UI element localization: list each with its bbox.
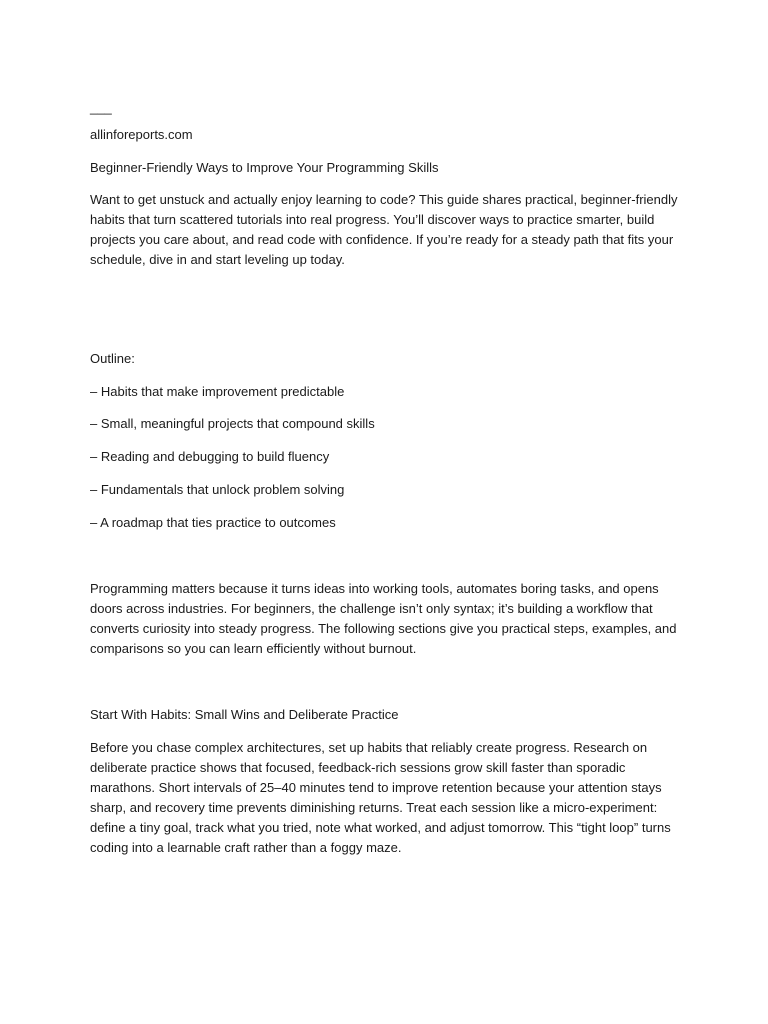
paragraph-line: deliberate practice shows that focused, feedback-rich sessions grow skill faster than sporadic (90, 760, 626, 775)
outline-item: – A roadmap that ties practice to outcomes (90, 515, 336, 530)
paragraph-line: marathons. Short intervals of 25–40 minutes tend to improve retention because your attention stays (90, 780, 662, 795)
site-name: allinforeports.com (90, 127, 193, 142)
paragraph-line: converts curiosity into steady progress. The following sections give you practical steps, examples, and (90, 621, 677, 636)
outline-item: – Habits that make improvement predictable (90, 384, 345, 399)
paragraph-line: Programming matters because it turns ideas into working tools, automates boring tasks, and opens (90, 581, 659, 596)
intro-line: Want to get unstuck and actually enjoy learning to code? This guide shares practical, beginner-friendly (90, 192, 678, 207)
paragraph-line: coding into a learnable craft rather than a foggy maze. (90, 840, 402, 855)
intro-paragraph (90, 190, 680, 270)
intro-line: projects you care about, and read code with confidence. If you’re ready for a steady path that fits your (90, 232, 674, 247)
section-heading: Start With Habits: Small Wins and Deliberate Practice (90, 707, 399, 722)
paragraph-line: define a tiny goal, track what you tried, note what worked, and adjust tomorrow. This “tight loop” turns (90, 820, 671, 835)
outline-item: – Reading and debugging to build fluency (90, 449, 330, 464)
intro-line: habits that turn scattered tutorials into real progress. You’ll discover ways to practice smarter, build (90, 212, 655, 227)
paragraph-line: comparisons so you can learn efficiently without burnout. (90, 641, 417, 656)
intro-line: schedule, dive in and start leveling up today. (90, 252, 345, 267)
paragraph-line: Before you chase complex architectures, set up habits that reliably create progress. Research on (90, 740, 648, 755)
paragraph-line: doors across industries. For beginners, the challenge isn’t only syntax; it’s building a workflow that (90, 601, 653, 616)
programming-matters-paragraph (90, 579, 680, 659)
document-title: Beginner-Friendly Ways to Improve Your Programming Skills (90, 160, 439, 175)
paragraph-line: sharp, and recovery time prevents diminishing returns. Treat each session like a micro-experiment: (90, 800, 658, 815)
outline-item: – Fundamentals that unlock problem solving (90, 482, 345, 497)
outline-heading: Outline: (90, 351, 135, 366)
separator-line: ___ (90, 100, 112, 115)
habits-paragraph (90, 738, 680, 858)
outline-item: – Small, meaningful projects that compound skills (90, 416, 375, 431)
